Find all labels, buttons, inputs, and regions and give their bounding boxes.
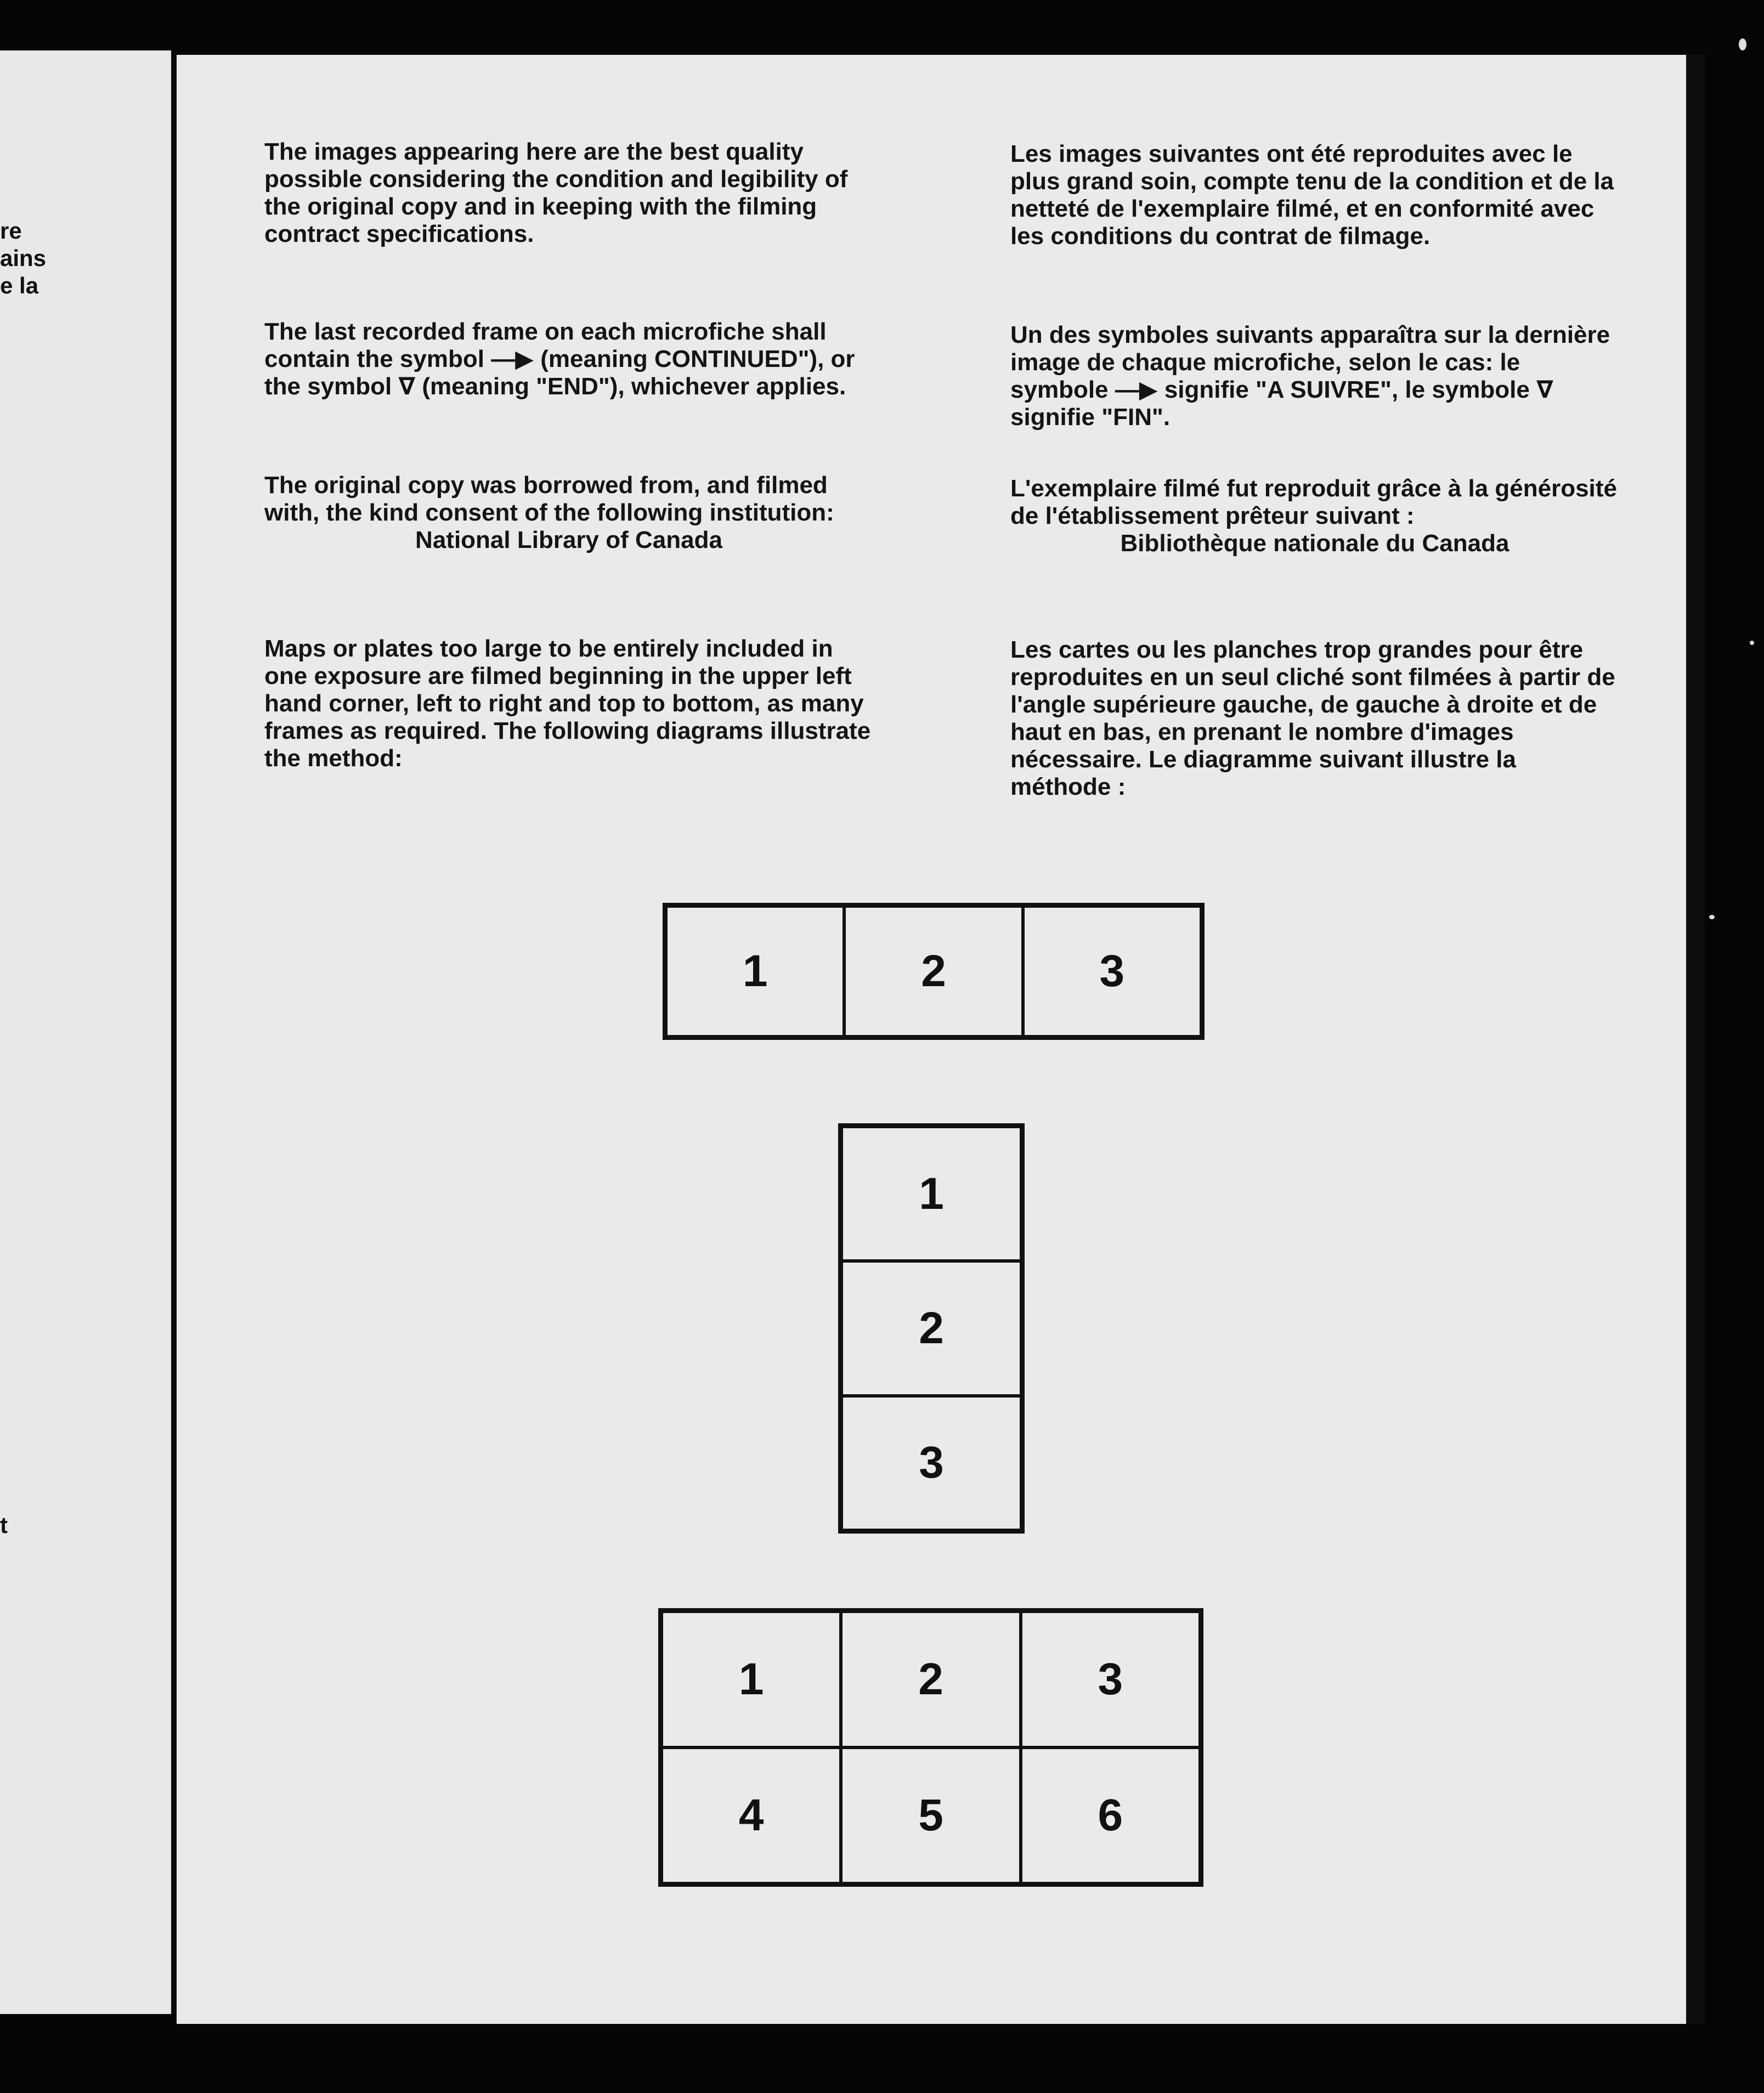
diagram-cell: 3 — [1021, 1611, 1200, 1747]
diagram-horizontal — [663, 903, 1205, 1040]
english-maps-paragraph: Maps or plates too large to be entirely included in one exposure are filmed beginning in the upper left hand corner, left to right and top to bottom, as many frames as required. The following diagrams illustrate the method: — [264, 635, 871, 772]
diagram-grid — [658, 1608, 1203, 1887]
english-institution: National Library of Canada — [415, 527, 722, 553]
diagram-cell: 5 — [841, 1747, 1020, 1883]
page-edge-shadow — [1686, 55, 1705, 2024]
adjacent-page-fragment — [0, 50, 171, 2014]
fragment-text: ains — [0, 245, 47, 271]
diagram-cell: 1 — [662, 1611, 841, 1747]
diagram-vertical — [838, 1123, 1025, 1534]
diagram-cell: 3 — [1023, 906, 1201, 1037]
diagram-cell: 2 — [841, 1261, 1021, 1395]
fragment-text: t — [0, 1512, 8, 1538]
fragment-text: e la — [0, 273, 39, 298]
page-gutter — [171, 50, 177, 2014]
english-source-paragraph: The original copy was borrowed from, and filmed with, the kind consent of the following institution: National Library of Canada — [264, 472, 873, 554]
french-symbol-paragraph: Un des symboles suivants apparaîtra sur la dernière image de chaque microfiche, selon le cas: le symbole —▶ signifie "A SUIVRE", le symbole ∇ signifie "FIN". — [1010, 321, 1610, 431]
french-source-paragraph: L'exemplaire filmé fut reproduit grâce à la générosité de l'établissement prêteur suivant : Bibliothèque nationale du Canada — [1010, 475, 1619, 557]
microfiche-target-page — [177, 55, 1686, 2024]
diagram-cell: 1 — [666, 906, 844, 1037]
diagram-cell: 2 — [841, 1611, 1020, 1747]
diagram-cell: 2 — [844, 906, 1022, 1037]
english-symbol-paragraph: The last recorded frame on each microfiche shall contain the symbol —▶ (meaning CONTINUED"), or the symbol ∇ (meaning "END"), whichever applies. — [264, 318, 855, 400]
scan-speck — [1750, 641, 1754, 645]
scan-speck — [1739, 38, 1746, 50]
diagram-cell: 4 — [662, 1747, 841, 1883]
scan-speck — [1709, 915, 1715, 919]
fragment-text: re — [0, 218, 22, 244]
french-institution: Bibliothèque nationale du Canada — [1120, 530, 1509, 557]
diagram-cell: 6 — [1021, 1747, 1200, 1883]
diagram-cell: 3 — [841, 1396, 1021, 1530]
diagram-cell: 1 — [841, 1127, 1021, 1261]
french-maps-paragraph: Les cartes ou les planches trop grandes pour être reproduites en un seul cliché sont filmées à partir de l'angle supérieure gauche, de gauche à droite et de haut en bas, en prenant le nombre d'images nécessaire. Le diagramme suivant illustre la méthode : — [1010, 636, 1615, 800]
english-quality-paragraph: The images appearing here are the best quality possible considering the condition and legibility of the original copy and in keeping with the filming contract specifications. — [264, 138, 848, 247]
french-quality-paragraph: Les images suivantes ont été reproduites avec le plus grand soin, compte tenu de la condition et de la netteté de l'exemplaire filmé, et en conformité avec les conditions du contrat de filmage. — [1010, 140, 1614, 250]
